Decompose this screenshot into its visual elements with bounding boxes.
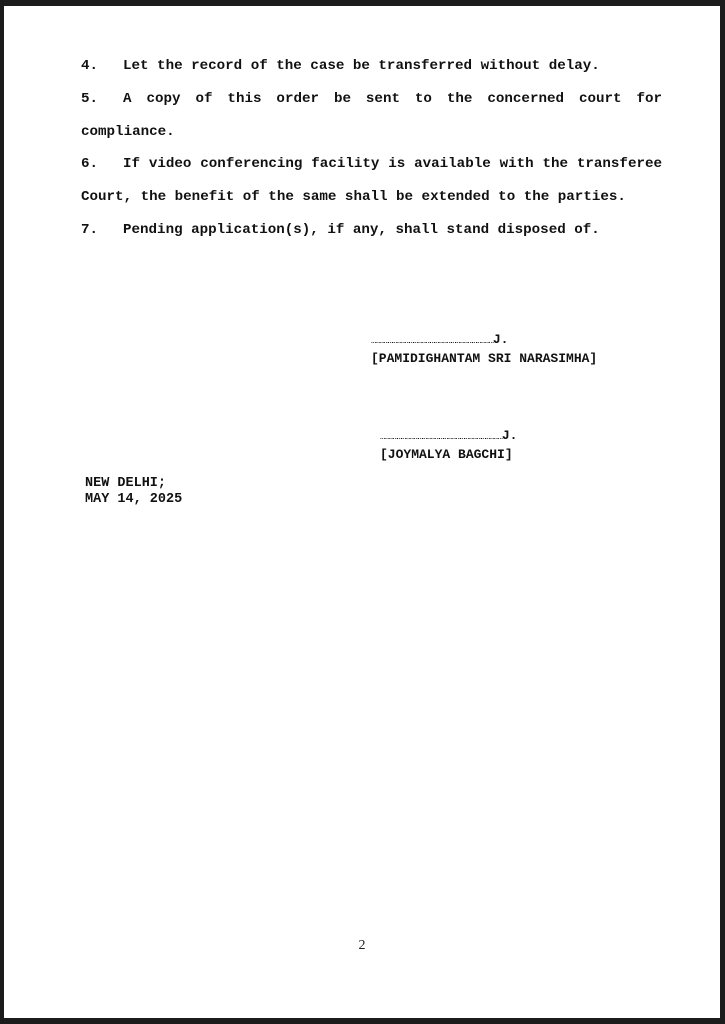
signature-dots: …………………………………………………………………………… [380,432,502,442]
order-paragraphs [81,50,662,247]
paragraph-4 [81,50,662,83]
place: NEW DELHI; [85,476,167,491]
paragraph-number: 4. [81,58,99,74]
place-and-date [85,476,182,508]
signature-line [380,427,517,446]
judge-name: [JOYMALYA BAGCHI] [380,447,513,462]
signature-line [371,331,597,350]
date: MAY 14, 2025 [85,492,183,507]
paragraph-5 [81,83,662,149]
paragraph-text: Let the record of the case be transferred without delay. [123,58,600,74]
paragraph-7 [81,214,662,247]
signature-block-bagchi [380,427,517,463]
justice-mark: J. [492,332,509,347]
paragraph-text: Pending application(s), if any, shall stand disposed of. [123,221,600,238]
paragraph-text: A copy of this order be sent to the concerned court for compliance. [81,90,662,140]
paragraph-number: 5. [81,90,99,107]
paragraph-number: 7. [81,221,99,238]
paragraph-6 [81,148,662,214]
paragraph-number: 6. [81,156,99,173]
justice-mark: J. [501,428,518,443]
paragraph-text: If video conferencing facility is available with the transferee Court, the benefit of the same shall be extended to the parties. [81,156,662,206]
page-number: 2 [358,938,366,953]
signature-dots: …………………………………………………………………………… [371,336,493,346]
signature-block-narasimha [371,331,597,367]
judge-name: [PAMIDIGHANTAM SRI NARASIMHA] [371,351,598,366]
document-page [4,6,720,1018]
